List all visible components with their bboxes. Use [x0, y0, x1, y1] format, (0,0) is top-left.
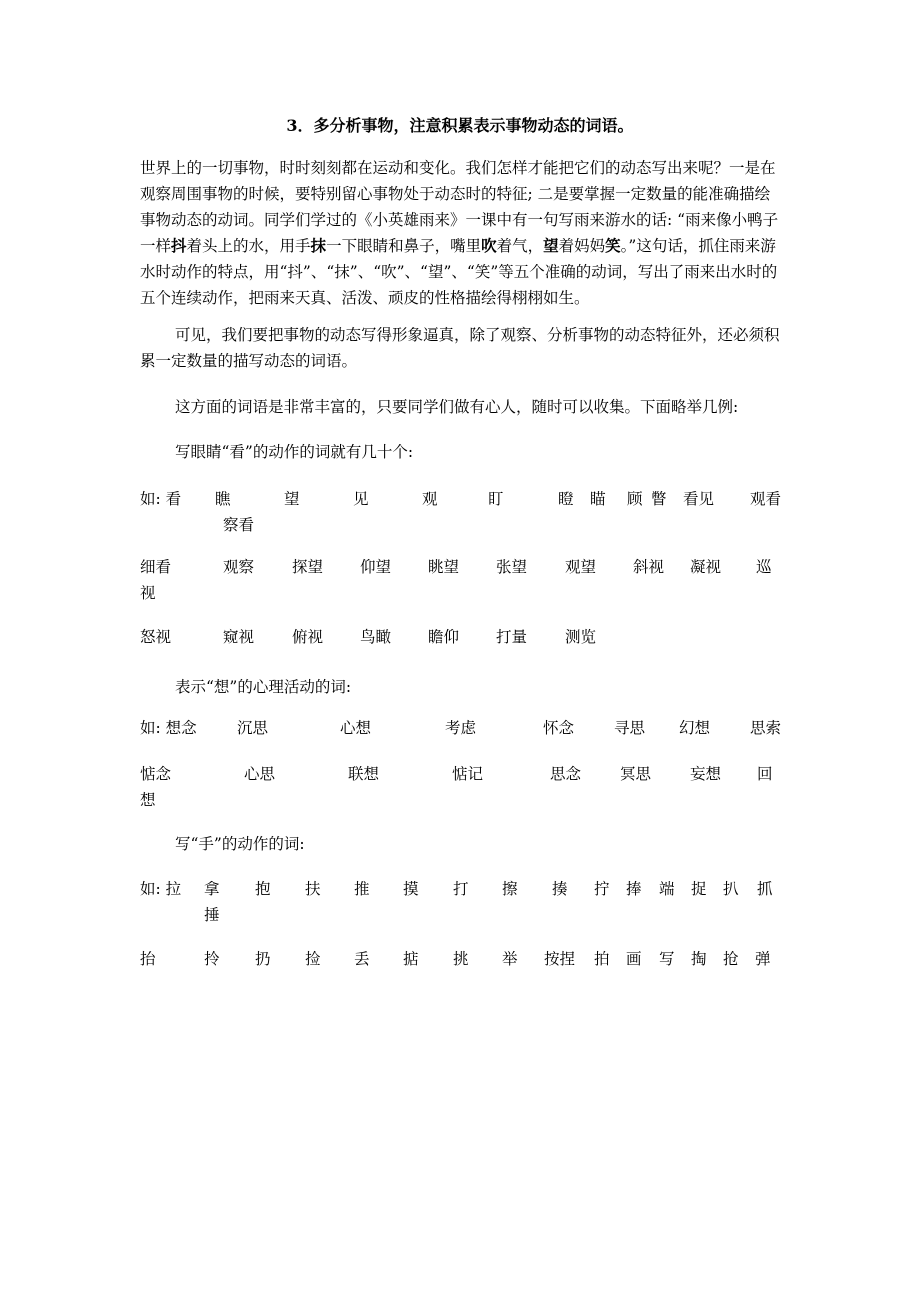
word: 冥思: [620, 765, 652, 783]
word: 心思: [244, 765, 276, 783]
word: 观看: [750, 490, 782, 508]
hand-words-heading: 写“手”的动作的词:: [175, 835, 305, 853]
word: 顾: [627, 490, 643, 508]
word: 弹: [755, 950, 771, 968]
word: 张望: [496, 558, 528, 576]
word: 想: [140, 791, 156, 809]
word: 打: [453, 880, 469, 898]
word: 怒视: [140, 628, 172, 646]
word: 惦记: [452, 765, 484, 783]
word: 瞄: [590, 490, 606, 508]
word: 细看: [140, 558, 172, 576]
word: 窥视: [223, 628, 255, 646]
word: 按捏: [544, 950, 576, 968]
think-words-heading: 表示“想”的心理活动的词:: [175, 678, 352, 696]
word: 怀念: [543, 719, 575, 737]
word: 擦: [502, 880, 518, 898]
word: 端: [659, 880, 675, 898]
word: 斜视: [633, 558, 665, 576]
collection-paragraph: 这方面的词语是非常丰富的，只要同学们做有心人，随时可以收集。下面略举几例:: [175, 398, 739, 416]
verb-highlight: 望: [543, 236, 559, 255]
verb-highlight: 抖: [171, 236, 187, 255]
word: 观望: [565, 558, 597, 576]
word: 掏: [691, 950, 707, 968]
word: 盯: [488, 490, 504, 508]
verb-highlight: 吹: [481, 236, 497, 255]
verb-highlight: 笑: [605, 236, 621, 255]
word: 如: 拉: [140, 880, 182, 898]
word: 扔: [255, 950, 271, 968]
look-words-row: [140, 554, 790, 606]
word: 打量: [496, 628, 528, 646]
word: 望: [284, 490, 300, 508]
word: 瞻仰: [428, 628, 460, 646]
word: 推: [354, 880, 370, 898]
word: 捶: [204, 906, 220, 924]
word: 拍: [594, 950, 610, 968]
word: 寻思: [614, 719, 646, 737]
word: 如: 看: [140, 490, 182, 508]
word: 抬: [140, 950, 156, 968]
word: 拧: [594, 880, 610, 898]
word: 瞪: [558, 490, 574, 508]
word: 心想: [340, 719, 372, 737]
word: 视: [140, 584, 156, 602]
word: 惦念: [140, 765, 172, 783]
look-words-row: [140, 624, 790, 676]
word: 摸: [403, 880, 419, 898]
text-segment: 着妈妈: [558, 237, 606, 255]
word: 举: [502, 950, 518, 968]
conclusion-paragraph: 可见，我们要把事物的动态写得形象逼真，除了观察、分析事物的动态特征外，还必须积累一定数量的描写动态的词语。: [140, 326, 780, 370]
word: 察看: [223, 516, 255, 534]
verb-highlight: 抹: [310, 236, 327, 255]
text-segment: 着气，: [496, 237, 544, 255]
word: 丢: [354, 950, 370, 968]
text-segment: 。”这句话，抓住雨来游水时动作的特点，用“抖”、“抹”、“吹”、“望”、“笑”等五个准确的动词，写出了雨来出水时的五个连续动作，把雨来天真、活泼、顽皮的性格描绘得栩栩如生。: [140, 237, 778, 307]
word: 回: [757, 765, 773, 783]
look-words-row: [140, 486, 790, 538]
word: 观察: [223, 558, 255, 576]
word: 扶: [305, 880, 321, 898]
word: 鸟瞰: [360, 628, 392, 646]
word: 揍: [552, 880, 568, 898]
word: 扒: [723, 880, 739, 898]
word: 如: 想念: [140, 719, 197, 737]
word: 捧: [626, 880, 642, 898]
word: 观: [422, 490, 438, 508]
section-title: 3．多分析事物，注意积累表示事物动态的词语。: [286, 116, 634, 135]
word: 捡: [305, 950, 321, 968]
word: 瞥: [651, 490, 667, 508]
word: 幻想: [679, 719, 711, 737]
word: 联想: [348, 765, 380, 783]
word: 掂: [403, 950, 419, 968]
word: 考虑: [445, 719, 477, 737]
word: 捉: [691, 880, 707, 898]
word: 写: [659, 950, 675, 968]
word: 沉思: [237, 719, 269, 737]
text-segment: 世界上的一切事物，时时刻刻都在运动和变化。我们怎样才能把它们的动态写出来呢？一是在观察周围事物的时候，要特别留心事物处于动态时的特征; 二是要掌握一定数量的能准确描绘事物动态的动词。同学们学过的《小英雄雨来》一课中有一句写雨来游水的话: “雨来像小鸭子一样: [140, 159, 779, 255]
hand-words-row: [140, 946, 790, 998]
word: 探望: [292, 558, 324, 576]
text-segment: 着头上的水，用手: [186, 237, 311, 255]
word: 见: [353, 490, 369, 508]
intro-paragraph: [140, 155, 780, 311]
word: 巡: [756, 558, 772, 576]
word: 挑: [453, 950, 469, 968]
word: 抢: [723, 950, 739, 968]
word: 妄想: [690, 765, 722, 783]
look-words-heading: 写眼睛“看”的动作的词就有几十个:: [175, 443, 414, 461]
think-words-row: [140, 715, 790, 767]
word: 眺望: [428, 558, 460, 576]
word: 抓: [757, 880, 773, 898]
word: 测览: [565, 628, 597, 646]
hand-words-row: [140, 876, 790, 928]
word: 思念: [550, 765, 582, 783]
word: 瞧: [215, 490, 231, 508]
word: 思索: [750, 719, 782, 737]
text-segment: 一下眼睛和鼻子，嘴里: [326, 237, 482, 255]
think-words-row: [140, 761, 790, 813]
word: 拿: [204, 880, 220, 898]
word: 看见: [683, 490, 715, 508]
word: 画: [626, 950, 642, 968]
word: 抱: [255, 880, 271, 898]
word: 凝视: [690, 558, 722, 576]
word: 拎: [204, 950, 220, 968]
word: 仰望: [360, 558, 392, 576]
word: 俯视: [292, 628, 324, 646]
